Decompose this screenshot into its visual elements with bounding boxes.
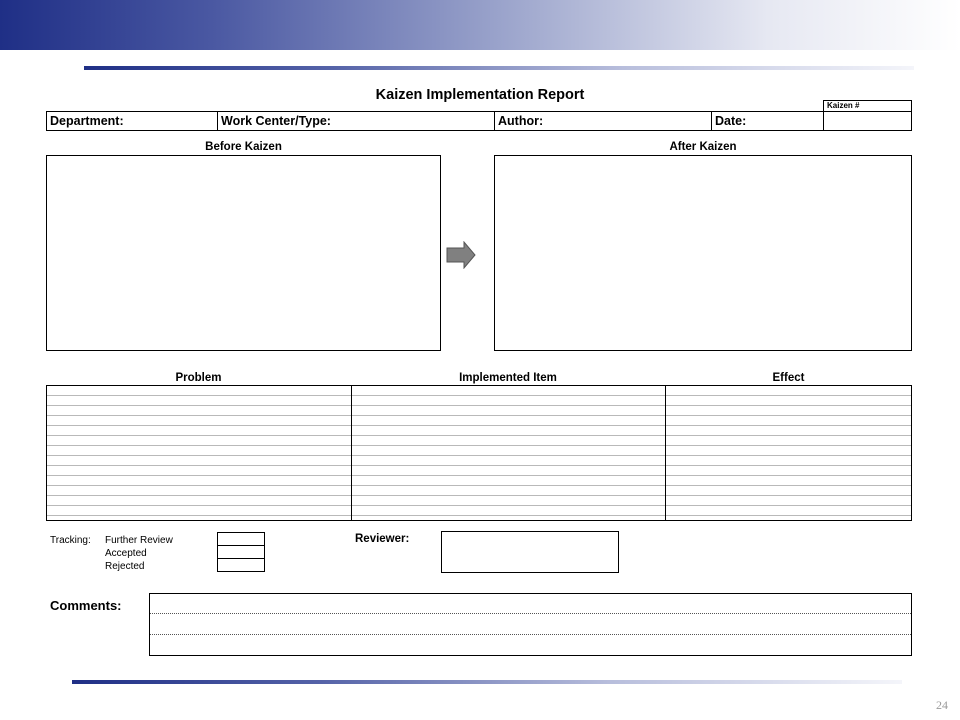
work-center-field[interactable] <box>218 112 495 130</box>
before-kaizen-box[interactable] <box>46 155 441 351</box>
top-banner <box>0 0 960 50</box>
accepted-checkbox[interactable] <box>217 545 265 559</box>
tracking-label: Tracking: <box>50 535 91 546</box>
bottom-divider-line <box>72 680 902 684</box>
reviewer-label: Reviewer: <box>355 533 410 545</box>
implemented-item-heading: Implemented Item <box>459 372 557 384</box>
comments-rule <box>150 634 911 635</box>
work-center-label: Work Center/Type: <box>221 114 331 128</box>
top-divider-line <box>84 66 914 70</box>
kaizen-number-field[interactable] <box>824 112 911 130</box>
after-kaizen-box[interactable] <box>494 155 912 351</box>
before-kaizen-heading: Before Kaizen <box>205 141 282 153</box>
comments-label: Comments: <box>50 598 122 613</box>
report-header-row <box>46 111 912 131</box>
after-kaizen-heading: After Kaizen <box>669 141 737 153</box>
report-title: Kaizen Implementation Report <box>375 87 585 103</box>
date-field[interactable] <box>712 112 824 130</box>
effect-box[interactable] <box>665 385 912 521</box>
page-number: 24 <box>936 698 948 712</box>
problem-heading: Problem <box>175 372 222 384</box>
rejected-checkbox[interactable] <box>217 558 265 572</box>
right-arrow-icon <box>446 241 476 269</box>
author-field[interactable] <box>495 112 712 130</box>
department-field[interactable] <box>47 112 218 130</box>
reviewer-box[interactable] <box>441 531 619 573</box>
tracking-option-label: Accepted <box>105 548 147 559</box>
department-label: Department: <box>50 114 124 128</box>
further-review-checkbox[interactable] <box>217 532 265 546</box>
tracking-option-label: Rejected <box>105 561 145 572</box>
comments-rule <box>150 613 911 614</box>
kaizen-number-label: Kaizen # <box>823 100 912 111</box>
problem-box[interactable] <box>46 385 352 521</box>
implemented-item-box[interactable] <box>351 385 666 521</box>
effect-heading: Effect <box>772 372 805 384</box>
comments-box[interactable] <box>149 593 912 656</box>
author-label: Author: <box>498 114 544 128</box>
date-label: Date: <box>715 114 747 128</box>
tracking-option-label: Further Review <box>105 535 173 546</box>
